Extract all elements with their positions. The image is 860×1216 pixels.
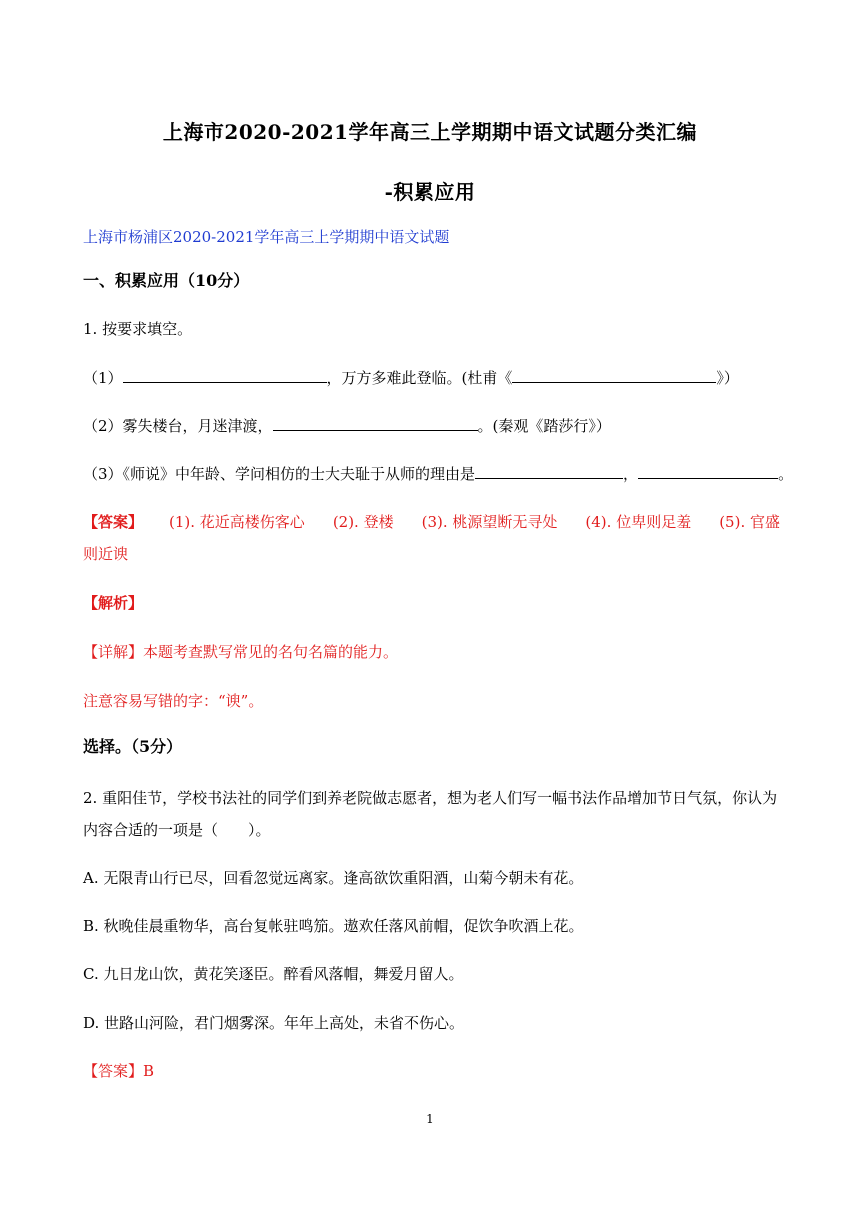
q1-stem: 1. 按要求填空。 [83, 320, 193, 338]
q2-stem-line1: 2. 重阳佳节，学校书法社的同学们到养老院做志愿者，想为老人们写一幅书法作品增加节日气氛，你认为 [83, 789, 778, 807]
option-c: C. 九日龙山饮，黄花笑逐臣。醉看风落帽，舞爱月留人。 [83, 965, 464, 983]
q1-item-1-mid: ，万方多难此登临。(杜甫《 [326, 369, 513, 387]
answer-label: 【答案】 [83, 513, 144, 531]
answer-2: (2). 登楼 [332, 513, 394, 531]
document-subtitle: -积累应用 [384, 180, 476, 204]
q1-item-3-mid: ， [623, 465, 639, 483]
q1-item-1-prefix: （1） [83, 369, 123, 387]
section2-heading: 选择。（5分） [83, 737, 183, 756]
answer-blank [273, 415, 478, 431]
q1-answer-cont: 则近谀 [83, 545, 129, 563]
section1-heading: 一、积累应用（10分） [83, 271, 250, 290]
q1-item-1-suffix: 》） [716, 369, 739, 387]
q1-item-3-suffix: 。 [778, 465, 794, 483]
answer-5: (5). 官盛 [719, 513, 780, 531]
answer-1: (1). 花近高楼伤客心 [169, 513, 305, 531]
q1-item-2-suffix: 。(秦观《踏莎行》） [477, 417, 611, 435]
q1-item-3-prefix: （3）《师说》中年龄、学问相仿的士大夫耻于从师的理由是 [83, 465, 476, 483]
q2-answer: 【答案】B [83, 1062, 155, 1080]
q1-item-1 [83, 367, 800, 389]
source-line: 上海市杨浦区2020-2021学年高三上学期期中语文试题 [83, 228, 450, 246]
q1-answer-line [83, 511, 800, 533]
detail-line: 【详解】本题考查默写常见的名句名篇的能力。 [83, 643, 399, 661]
analysis-label: 【解析】 [83, 594, 144, 612]
answer-blank [512, 367, 716, 383]
page-number: 1 [426, 1112, 434, 1126]
answer-blank [638, 463, 778, 479]
document-title: 上海市2020-2021学年高三上学期期中语文试题分类汇编 [162, 120, 698, 144]
option-a: A. 无限青山行已尽，回看忽觉远离家。逢高欲饮重阳酒，山菊今朝未有花。 [83, 869, 584, 887]
answer-3: (3). 桃源望断无寻处 [421, 513, 558, 531]
q1-item-3 [83, 463, 800, 485]
answer-blank [123, 367, 327, 383]
answer-blank [475, 463, 623, 479]
q1-item-2 [83, 415, 800, 437]
answer-4: (4). 位卑则足羞 [585, 513, 692, 531]
q2-stem-line2: 内容合适的一项是（ ）。 [83, 821, 271, 839]
option-b: B. 秋晚佳晨重物华，高台复帐驻鸣笳。遨欢任落风前帽，促饮争吹酒上花。 [83, 917, 584, 935]
option-d: D. 世路山河险，君门烟雾深。年年上高处，未省不伤心。 [83, 1014, 465, 1032]
q1-item-2-prefix: （2）雾失楼台，月迷津渡， [83, 417, 273, 435]
note-line: 注意容易写错的字：“谀”。 [83, 692, 264, 710]
